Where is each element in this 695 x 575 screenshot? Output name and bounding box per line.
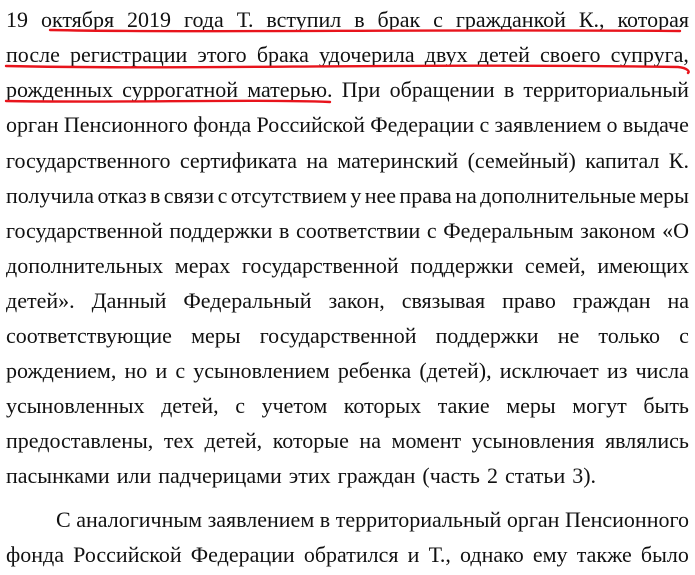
text-line: государственного сертификата на материнский (семейный) капитал К. — [6, 148, 689, 173]
text-line: 19 октября 2019 года Т. вступил в брак с гражданкой К., которая — [6, 7, 689, 32]
text-line: детей». Данный Федеральный закон, связывая право граждан на — [6, 288, 689, 313]
text-line: после регистрации этого брака удочерила двух детей своего супруга, — [6, 42, 689, 67]
text-line: дополнительных мерах государственной поддержки семей, имеющих — [6, 253, 689, 278]
text-line: получила отказ в связи с отсутствием у нее права на дополнительные меры — [6, 183, 689, 208]
text-line: рожденных суррогатной матерью. При обращении в территориальный — [6, 77, 689, 102]
text-line: С аналогичным заявлением в территориальный орган Пенсионного — [56, 507, 689, 532]
text-line: усыновленных детей, с учетом которых такие меры могут быть — [6, 393, 689, 418]
text-line: фонда Российской Федерации обратился и Т., однако ему также было — [6, 542, 689, 567]
text-line: рождением, но и с усыновлением ребенка (детей), исключает из числа — [6, 358, 689, 383]
text-line: предоставлены, тех детей, которые на момент усыновления являлись — [6, 428, 689, 453]
text-line: орган Пенсионного фонда Российской Федерации с заявлением о выдаче — [6, 112, 689, 137]
text-line: государственной поддержки в соответствии с Федеральным законом «О — [6, 218, 689, 243]
text-line: пасынками или падчерицами этих граждан (часть 2 статьи 3). — [6, 463, 597, 488]
text-line: соответствующие меры государственной поддержки не только с — [6, 323, 689, 348]
